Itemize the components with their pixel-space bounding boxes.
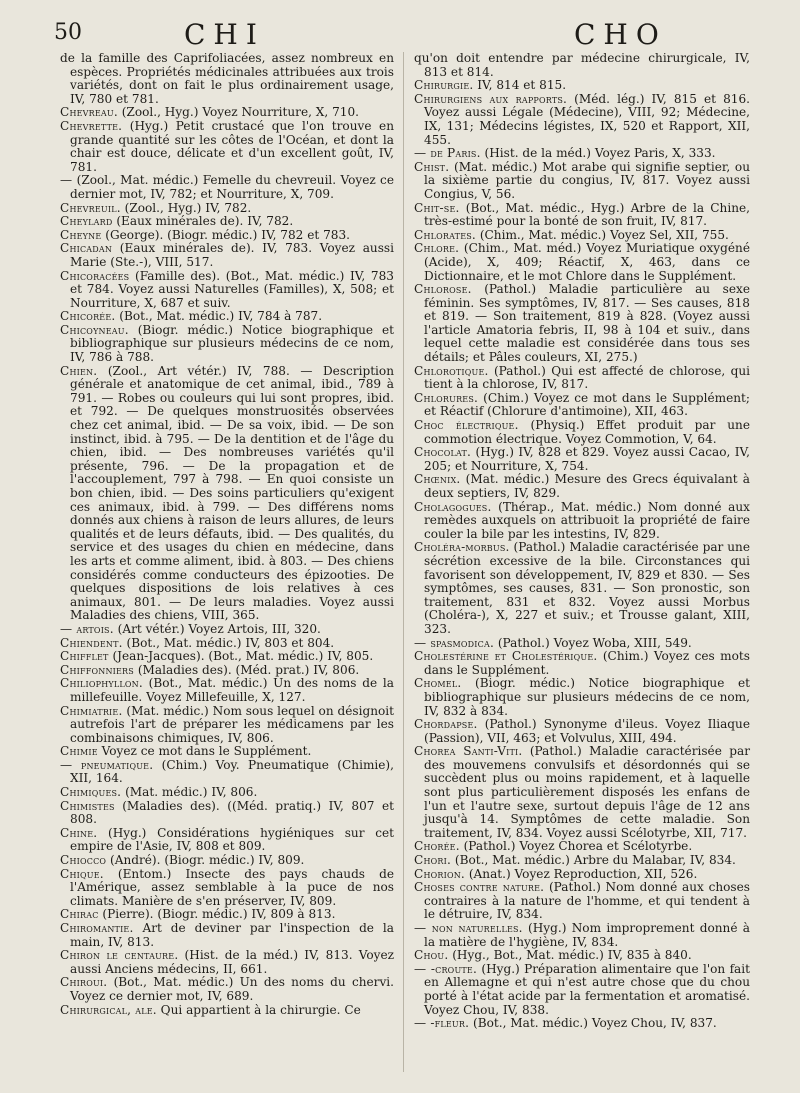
index-entry [414, 446, 750, 473]
entry-headword: Chorea Santi-Viti. [414, 744, 523, 759]
entry-text: Qui appartient à la chirurgie. Ce [156, 1002, 361, 1017]
entry-text: (Pathol.) Voyez Chorea et Scélotyrbe. [459, 839, 693, 854]
entry-text: (Bot., Mat. médic.) IV, 803 et 804. [122, 635, 335, 650]
index-entry [414, 283, 750, 365]
index-entry [60, 705, 394, 746]
entry-headword: Chiromantie. [60, 921, 134, 935]
entry-text: (Mat. médic.) Mesure des Grecs équivalant à deux septiers, IV, 829. [424, 472, 750, 500]
index-entry [60, 52, 394, 106]
entry-text: (Bot., Mat. médic.) Un des noms de la millefeuille. Voyez Millefeuille, X, 127. [70, 676, 394, 704]
index-entry [60, 1004, 394, 1018]
index-entry [414, 650, 750, 677]
index-entry [414, 147, 750, 161]
entry-headword: Chiocco [60, 853, 107, 868]
page-number: 50 [54, 20, 82, 45]
index-entry [414, 501, 750, 542]
index-entry [414, 202, 750, 229]
entry-headword: Chou. [414, 948, 449, 963]
entry-text: (Mat. médic.) IV, 806. [121, 785, 258, 800]
index-entry [60, 215, 394, 229]
entry-text: (Hyg.) Considérations hygiéniques sur cet empire de l'Asie, IV, 808 et 809. [70, 825, 394, 854]
entry-text: (Famille des). (Bot., Mat. médic.) IV, 783 et 784. Voyez aussi Naturelles (Familles), X, 508; et Nourriture, X, 687 et suiv. [70, 268, 394, 310]
entry-headword: Cholestérine et Cholestérique. [414, 649, 598, 664]
entry-text: (Bot., Mat. médic.) Arbre du Malabar, IV, 834. [451, 853, 736, 868]
index-entry [60, 229, 394, 243]
entry-text: de la famille des Caprifoliacées, assez nombreux en espèces. Propriétés médicinales attribuées aux trois variétés, dont on fait le plus ordinairement usage, IV, 780 et 781. [60, 51, 394, 106]
index-entry [60, 786, 394, 800]
entry-headword: Chicadan [60, 241, 113, 256]
index-entry [414, 677, 750, 718]
entry-headword: Chicoracées [60, 268, 130, 283]
index-entry [414, 365, 750, 392]
entry-headword: Chocolat. [414, 445, 472, 460]
index-entry [414, 745, 750, 840]
entry-headword: Choc électrique. [414, 418, 519, 433]
index-entry [414, 419, 750, 446]
entry-headword: Chlore. [414, 241, 460, 256]
header-left-word: CHI [184, 18, 265, 51]
index-entry [60, 745, 394, 759]
entry-text: (Biogr. médic.) Notice biographique et bibliographique sur plusieurs médecins de ce nom, IV, 786 à 788. [70, 322, 394, 365]
entry-text: (Chim., Mat. méd.) Voyez Muriatique oxygéné (Acide), X, 409; Réactif, X, 463, dans ce Dictionnaire, et le mot Chlore dans le Supplément. [424, 241, 750, 283]
entry-headword: Chimistes [60, 798, 115, 813]
index-entry [60, 270, 394, 311]
entry-text: (Eaux minérales de). IV, 782. [112, 214, 294, 229]
entry-headword: Chirurgical, ale. [60, 1002, 157, 1017]
entry-headword: Choléra-morbus. [414, 540, 510, 555]
index-entry [60, 922, 394, 949]
index-entry [414, 242, 750, 283]
entry-text: (Hyg.) Préparation alimentaire que l'on fait en Allemagne et qui n'est autre chose que du chou porté à l'état acide par la fermentation et aromatisé. Voyez Chou, IV, 838. [424, 961, 750, 1017]
entry-text: (Jean-Jacques). (Bot., Mat. médic.) IV, 805. [108, 649, 374, 664]
entry-text: (Pathol.) Nom donné aux choses contraires à la nature de l'homme, et qui tendent à le détruire, IV, 834. [424, 880, 751, 922]
index-entry [60, 664, 394, 678]
entry-text: (André). (Biogr. médic.) IV, 809. [106, 853, 305, 868]
entry-text: (Art vétér.) Voyez Artois, III, 320. [113, 621, 321, 636]
entry-headword: Chiffonniers [60, 662, 134, 677]
index-entry [60, 800, 394, 827]
index-entry [414, 161, 750, 202]
index-entry [60, 854, 394, 868]
entry-text: Art de deviner par l'inspection de la main, IV, 813. [70, 921, 394, 949]
entry-headword: — [60, 173, 73, 188]
index-entry [60, 623, 394, 637]
entry-headword: Cholagogues. [414, 499, 492, 514]
index-entry [60, 242, 394, 269]
index-entry [60, 976, 394, 1003]
entry-text: (Zool., Hyg.) IV, 782. [120, 200, 252, 215]
entry-headword: Chori. [414, 853, 452, 868]
index-entry [414, 541, 750, 636]
entry-text: (Chim.) Voy. Pneumatique (Chimie), XII, 164. [70, 757, 394, 786]
entry-headword: — artois. [60, 621, 114, 636]
entry-headword: Chœnix. [414, 472, 461, 487]
entry-text: (Bot., Mat. médic.) Un des noms du chervi. Voyez ce dernier mot, IV, 689. [70, 975, 394, 1003]
entry-headword: Chimiatrie. [60, 703, 123, 718]
index-entry [414, 854, 750, 868]
entry-headword: Chiroui. [60, 975, 108, 990]
entry-headword: Chique. [60, 866, 104, 881]
entry-text: (Pathol.) Voyez Woba, XIII, 549. [494, 635, 692, 650]
left-column [60, 52, 394, 1017]
entry-headword: — -croute. [414, 961, 478, 976]
entry-headword: Chirurgie. [414, 78, 474, 93]
index-entry [414, 637, 750, 651]
entry-text: (Pathol.) Maladie caractérisée par une sécrétion excessive de la bile. Circonstances qui favorisent son développement, IV, 829 et 830. — Ses symptômes, ses causes, 831. — Son pronostic, son traitement, 831 et 832. Voyez aussi Morbus (Choléra-), X, 227 et suiv.; et Trousse galant, XIII, 323. [424, 540, 750, 636]
entry-text: (Chim.) Voyez ce mot dans le Supplément; et Réactif (Chlorure d'antimoine), XII, 463. [424, 390, 750, 419]
index-entry [60, 120, 394, 174]
index-entry [60, 827, 394, 854]
entry-text: (Thérap., Mat. médic.) Nom donné aux remèdes auxquels on attribuoit la propriété de faire couler la bile par les intestins, IV, 829. [424, 499, 750, 541]
index-entry [60, 365, 394, 623]
index-entry [60, 310, 394, 324]
entry-text: (Pathol.) Maladie caractérisée par des mouvemens convulsifs et désordonnés qui se succèdent plus ou moins rapidement, et à laquelle sont plus particulièrement disposés les enfans de l'un et l'autre sexe, surtout depuis l'âge de 12 ans jusqu'à 14. Symptômes de cette maladie. Son traitement, IV, 834. Voyez aussi Scélotyrbe, XII, 717. [424, 744, 751, 840]
entry-headword: Chomel. [414, 676, 462, 691]
index-entry [414, 949, 750, 963]
index-entry [60, 650, 394, 664]
entry-headword: Chevreuil. [60, 200, 121, 215]
entry-headword: Chiendent. [60, 635, 123, 650]
entry-text: (Méd. lég.) IV, 815 et 816. Voyez aussi Légale (Médecine), VIII, 92; Médecine, IX, 131; Médecins légistes, IX, 520 et Rapport, XII, 455. [424, 91, 750, 147]
entry-text: (Mat. médic.) Mot arabe qui signifie septier, ou la sixième partie du congius, IV, 817. Voyez aussi Congius, V, 56. [424, 159, 750, 201]
entry-headword: Chordapse. [414, 717, 478, 732]
entry-text: (Hist. de la méd.) IV, 813. Voyez aussi Anciens médecins, II, 661. [70, 948, 394, 976]
entry-headword: — pneumatique. [60, 757, 154, 772]
index-entry [414, 79, 750, 93]
entry-headword: — spasmodica. [414, 635, 494, 650]
index-entry [414, 881, 750, 922]
index-entry [60, 174, 394, 201]
entry-headword: Chicoyneau. [60, 322, 129, 337]
entry-headword: Cheylard [60, 214, 113, 229]
entry-text: (Biogr. médic.) Notice biographique et bibliographique sur plusieurs médecins de ce nom, IV, 832 à 834. [424, 676, 750, 718]
entry-headword: Chit-se. [414, 200, 460, 215]
entry-headword: Chiron le centaure. [60, 948, 179, 963]
index-entry [60, 324, 394, 365]
entry-text: (Pathol.) Maladie particulière au sexe féminin. Ses symptômes, IV, 817. — Ses causes, 818 et 819. — Son traitement, 819 à 828. (Voyez aussi l'article Amatoria febris, II, 98 à 104 et suiv., dans lequel cette maladie est considérée dans tous ses détails; et Pâles couleurs, XI, 275.) [424, 282, 750, 365]
entry-headword: — non naturelles. [414, 921, 523, 935]
entry-headword: Chorée. [414, 839, 460, 854]
entry-text: (Chim., Mat. médic.) Voyez Sel, XII, 755. [475, 227, 729, 242]
entry-text: (Mat. médic.) Nom sous lequel on désignoit autrefois l'art de préparer les médicamens par les combinaisons chimiques, IV, 806. [70, 703, 394, 745]
right-column [414, 52, 750, 1031]
entry-text: (Hyg., Bot., Mat. médic.) IV, 835 à 840. [448, 948, 692, 963]
entry-text: (Pierre). (Biogr. médic.) IV, 809 à 813. [98, 907, 336, 922]
entry-text: (Zool., Art vétér.) IV, 788. — Description générale et anatomique de cet animal, ibid., 789 à 791. — Robes ou couleurs qui lui sont propres, ibid. et 792. — De quelques monstruosités observées chez cet animal, ibid. — De sa voix, ibid. — De son instinct, ibid. à 795. — De la dentition et de l'âge du chien, ibid. — Des nombreuses variétés qu'il présente, 796. — De la propagation et de l'accouplement, 797 à 798. — En quoi consiste un bon chien, ibid. — Des soins particuliers qu'exigent ces animaux, ibid. à 799. — Des différens noms donnés aux chiens à raison de leurs allures, de leurs qualités et de leurs défauts, ibid. — Des qualités, du service et des usages du chien en médecine, dans les arts et comme aliment, ibid. à 803. — Des chiens considérés comme conducteurs des épizooties. De quelques dispositions de lois relatives à ces animaux, 801. — De leurs maladies. Voyez aussi Maladies des chiens, VIII, 365. [70, 363, 394, 623]
entry-headword: Chine. [60, 825, 98, 840]
index-entry [60, 908, 394, 922]
entry-text: (Hyg.) Petit crustacé que l'on trouve en grande quantité sur les côtes de l'Océan, et dont la chair est douce, délicate et d'un excellent goût, IV, 781. [70, 118, 394, 174]
index-entry [60, 202, 394, 216]
entry-text: IV, 814 et 815. [473, 78, 567, 93]
entry-headword: Chevreau. [60, 105, 118, 120]
entry-text: (Hyg.) Nom improprement donné à la matière de l'hygiène, IV, 834. [424, 921, 750, 949]
entry-headword: — de Paris. [414, 146, 481, 161]
entry-headword: Chirurgiens aux rapports. [414, 91, 568, 106]
entry-headword: Chlorotique. [414, 363, 489, 378]
entry-headword: Chlorates. [414, 227, 476, 242]
entry-text: qu'on doit entendre par médecine chirurgicale, IV, 813 et 814. [414, 51, 750, 79]
entry-text: (Eaux minérales de). IV, 783. Voyez aussi Marie (Ste.-), VIII, 517. [70, 241, 394, 269]
entry-headword: Chorion. [414, 866, 465, 881]
entry-text: (Maladies des). ((Méd. pratiq.) IV, 807 et 808. [70, 798, 394, 827]
index-entry [414, 840, 750, 854]
entry-text: (Entom.) Insecte des pays chauds de l'Amérique, assez semblable à la puce de nos climats. Manière de s'en préserver, IV, 809. [70, 866, 394, 908]
entry-headword: Chist. [414, 159, 450, 174]
entry-text: (Bot., Mat. médic., Hyg.) Arbre de la Chine, très-estimé pour la bonté de son fruit, IV, 817. [424, 200, 750, 229]
entry-text: (Zool., Mat. médic.) Femelle du chevreuil. Voyez ce dernier mot, IV, 782; et Nourriture, X, 709. [70, 173, 394, 201]
entry-headword: — -fleur. [414, 1016, 470, 1031]
entry-text: (Hyg.) IV, 828 et 829. Voyez aussi Cacao, IV, 205; et Nourriture, X, 754. [424, 445, 750, 473]
index-entry [414, 868, 750, 882]
index-entry [414, 922, 750, 949]
entry-text: (George). (Biogr. médic.) IV, 782 et 783. [101, 227, 351, 242]
entry-headword: Chlorures. [414, 390, 479, 405]
entry-headword: Chimiques. [60, 785, 122, 800]
entry-headword: Chiliophyllon. [60, 676, 143, 691]
entry-text: (Pathol.) Qui est affecté de chlorose, qui tient à la chlorose, IV, 817. [424, 363, 750, 392]
index-entry [414, 52, 750, 79]
index-entry [414, 473, 750, 500]
index-entry [414, 1017, 750, 1031]
entry-text: (Zool., Hyg.) Voyez Nourriture, X, 710. [117, 105, 360, 120]
index-entry [414, 963, 750, 1017]
index-entry [414, 229, 750, 243]
entry-text: (Physiq.) Effet produit par une commotion électrique. Voyez Commotion, V, 64. [424, 418, 750, 446]
entry-headword: Chien. [60, 363, 98, 378]
entry-headword: Cheyne [60, 227, 102, 242]
entry-headword: Chlorose. [414, 282, 472, 297]
index-entry [60, 759, 394, 786]
index-entry [414, 392, 750, 419]
index-entry [414, 93, 750, 147]
entry-headword: Chimie [60, 744, 98, 759]
entry-text: (Bot., Mat. médic.) Voyez Chou, IV, 837. [469, 1016, 717, 1031]
entry-text: (Bot., Mat. médic.) IV, 784 à 787. [115, 309, 323, 324]
header-right-word: CHO [574, 18, 667, 51]
index-entry [414, 718, 750, 745]
index-entry [60, 868, 394, 909]
entry-text: Voyez ce mot dans le Supplément. [97, 744, 312, 759]
index-entry [60, 106, 394, 120]
index-entry [60, 677, 394, 704]
entry-headword: Chevrette. [60, 118, 123, 133]
entry-headword: Chifflet [60, 649, 109, 664]
entry-headword: Chirac [60, 907, 99, 922]
column-divider [403, 52, 404, 1072]
entry-text: (Chim.) Voyez ces mots dans le Supplément. [424, 649, 750, 677]
index-entry [60, 637, 394, 651]
entry-text: (Maladies des). (Méd. prat.) IV, 806. [133, 662, 360, 677]
entry-text: (Hist. de la méd.) Voyez Paris, X, 333. [480, 146, 716, 161]
running-header [54, 18, 770, 52]
index-entry [60, 949, 394, 976]
entry-headword: Choses contre nature. [414, 880, 545, 895]
entry-text: (Pathol.) Synonyme d'ileus. Voyez Iliaque (Passion), VII, 463; et Volvulus, XIII, 494. [424, 717, 750, 745]
entry-headword: Chicorée. [60, 309, 116, 324]
entry-text: (Anat.) Voyez Reproduction, XII, 526. [464, 866, 698, 881]
